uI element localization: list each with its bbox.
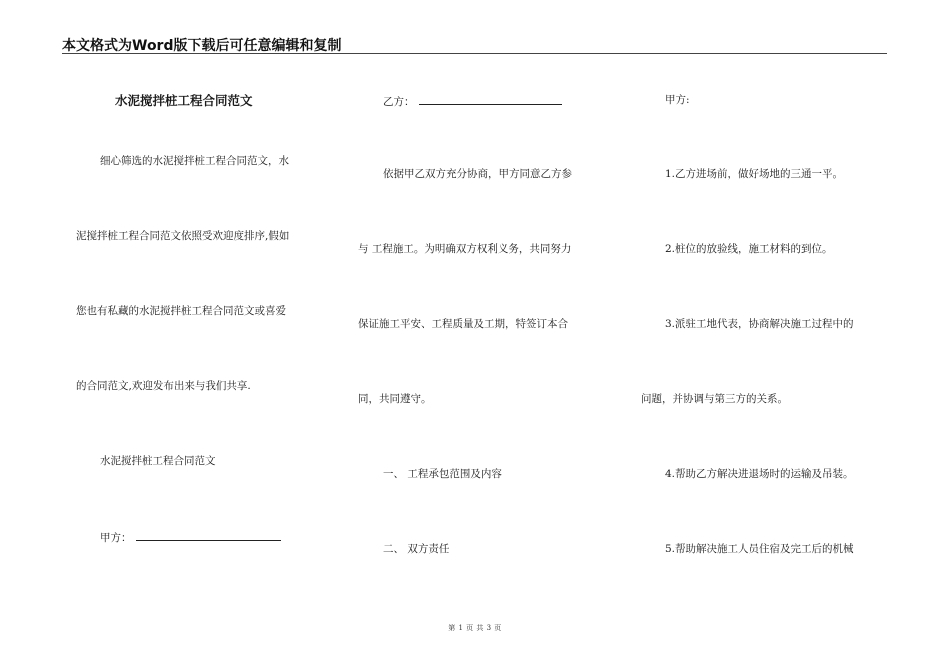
document-header: 本文格式为Word版下载后可任意编辑和复制 (62, 38, 342, 54)
duty-item-3-continued: 问题，并协调与第三方的关系。 (641, 393, 788, 405)
party-a-label: 甲方： (100, 532, 132, 544)
agreement-line-4: 同，共同遵守。 (358, 393, 432, 405)
party-a-line (100, 530, 281, 544)
agreement-line-2: 与 工程施工。为明确双方权利义务，共同努力 (358, 243, 572, 255)
document-title: 水泥搅拌桩工程合同范文 (115, 93, 253, 108)
duty-item-2: 2.桩位的放验线，施工材料的到位。 (665, 243, 833, 255)
section-heading-1: 一、 工程承包范围及内容 (383, 468, 502, 480)
intro-line-1: 细心筛选的水泥搅拌桩工程合同范文，水 (100, 155, 289, 167)
intro-line-2: 泥搅拌桩工程合同范文依照受欢迎度排序,假如 (76, 230, 290, 242)
agreement-line-1: 依据甲乙双方充分协商，甲方同意乙方参 (383, 168, 572, 180)
page-number: 第 1 页 共 3 页 (448, 624, 502, 632)
party-b-line (383, 94, 562, 108)
party-a-duties-label: 甲方: (665, 94, 690, 106)
section-heading-2: 二、 双方责任 (383, 543, 450, 555)
duty-item-1: 1.乙方进场前，做好场地的三通一平。 (665, 168, 844, 180)
header-divider (62, 53, 887, 54)
intro-line-4: 的合同范文,欢迎发布出来与我们共享. (76, 380, 251, 392)
contract-subtitle: 水泥搅拌桩工程合同范文 (100, 455, 216, 467)
party-b-label: 乙方： (383, 96, 415, 108)
duty-item-5: 5.帮助解决施工人员住宿及完工后的机械 (665, 543, 854, 555)
duty-item-3: 3.派驻工地代表，协商解决施工过程中的 (665, 318, 854, 330)
party-a-blank (136, 530, 281, 541)
party-b-blank (419, 94, 562, 105)
duty-item-4: 4.帮助乙方解决进退场时的运输及吊装。 (665, 468, 854, 480)
intro-line-3: 您也有私藏的水泥搅拌桩工程合同范文或喜爱 (76, 305, 286, 317)
agreement-line-3: 保证施工平安、工程质量及工期，特签订本合 (358, 318, 568, 330)
